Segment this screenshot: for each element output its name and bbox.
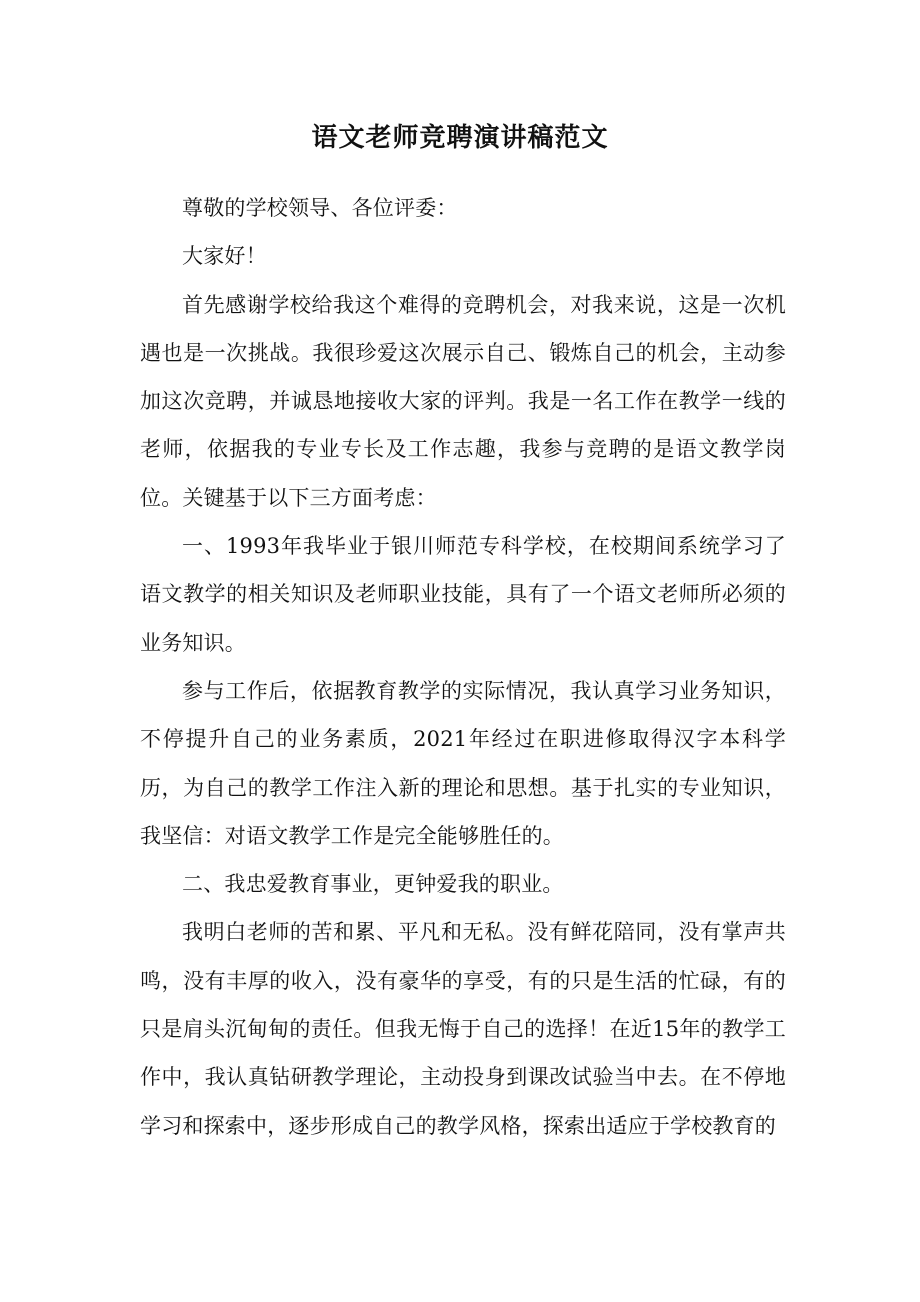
- paragraph-work-study: 参与工作后，依据教育教学的实际情况，我认真学习业务知识，不停提升自己的业务素质，2021年经过在职进修取得汉字本科学历，为自己的教学工作注入新的理论和思想。基于扎实的专业知识，我坚信：对语文教学工作是完全能够胜任的。: [140, 678, 786, 848]
- paragraph-intro: 首先感谢学校给我这个难得的竞聘机会，对我来说，这是一次机遇也是一次挑战。我很珍爱这次展示自己、锻炼自己的机会，主动参加这次竞聘，并诚恳地接收大家的评判。我是一名工作在教学一线的老师，依据我的专业专长及工作志趣，我参与竞聘的是语文教学岗位。关键基于以下三方面考虑：: [140, 292, 786, 510]
- paragraph-point-one: 一、1993年我毕业于银川师范专科学校，在校期间系统学习了语文教学的相关知识及老师职业技能，具有了一个语文老师所必须的业务知识。: [140, 534, 786, 655]
- paragraph-dedication: 我明白老师的苦和累、平凡和无私。没有鲜花陪同，没有掌声共鸣，没有丰厚的收入，没有豪华的享受，有的只是生活的忙碌，有的只是肩头沉甸甸的责任。但我无悔于自己的选择！在近15年的教学工作中，我认真钻研教学理论，主动投身到课改试验当中去。在不停地学习和探索中，逐步形成自己的教学风格，探索出适应于学校教育的: [140, 920, 786, 1138]
- document-body: [140, 184, 786, 1150]
- paragraph-point-two: 二、我忠爱教育事业，更钟爱我的职业。: [182, 872, 564, 897]
- paragraph-salutation: 尊敬的学校领导、各位评委：: [182, 196, 458, 220]
- paragraph-greeting: 大家好！: [182, 244, 267, 269]
- document-title: 语文老师竞聘演讲稿范文: [311, 123, 609, 153]
